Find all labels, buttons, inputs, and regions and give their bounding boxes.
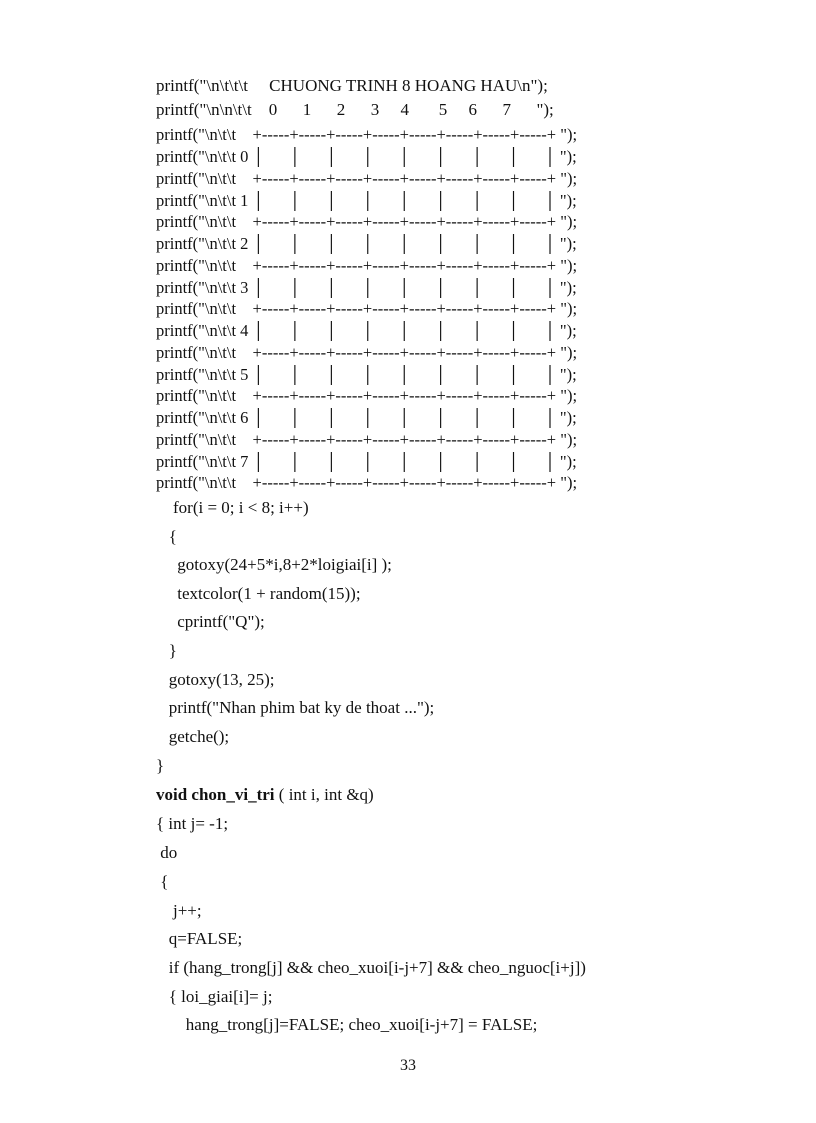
- code-line: printf("\n\n\t\t 0 1 2 3 4 5 6 7 ");: [156, 100, 554, 119]
- board-line: printf("\n\t\t +-----+-----+-----+-----+-----+-----+-----+-----+ ");: [156, 386, 578, 405]
- function-params: ( int i, int &q): [274, 785, 374, 804]
- code-line: textcolor(1 + random(15));: [156, 584, 361, 603]
- board-line: printf("\n\t\t +-----+-----+-----+-----+-----+-----+-----+-----+ ");: [156, 473, 578, 492]
- code-line: getche();: [156, 727, 230, 746]
- code-line: printf("\n\t\t\t CHUONG TRINH 8 HOANG HAU\n");: [156, 76, 548, 95]
- code-line: }: [156, 756, 165, 775]
- board-line: printf("\n\t\t 5 │ │ │ │ │ │ │ │ │ ");: [156, 365, 577, 384]
- code-line: {: [156, 527, 177, 546]
- code-line: if (hang_trong[j] && cheo_xuoi[i-j+7] && cheo_nguoc[i+j]): [156, 958, 586, 977]
- function-signature: [156, 785, 374, 805]
- code-line: for(i = 0; i < 8; i++): [156, 498, 309, 517]
- board-line: printf("\n\t\t 7 │ │ │ │ │ │ │ │ │ ");: [156, 452, 577, 471]
- board-line: printf("\n\t\t +-----+-----+-----+-----+-----+-----+-----+-----+ ");: [156, 125, 578, 144]
- board-line: printf("\n\t\t +-----+-----+-----+-----+-----+-----+-----+-----+ ");: [156, 212, 578, 231]
- code-line: printf("Nhan phim bat ky de thoat ...");: [156, 698, 435, 717]
- code-line: }: [156, 641, 177, 660]
- code-line: gotoxy(13, 25);: [156, 670, 275, 689]
- board-line: printf("\n\t\t 3 │ │ │ │ │ │ │ │ │ ");: [156, 278, 577, 297]
- code-line: {: [156, 872, 169, 891]
- board-line: printf("\n\t\t +-----+-----+-----+-----+-----+-----+-----+-----+ ");: [156, 299, 578, 318]
- code-line: j++;: [156, 901, 202, 920]
- code-line: do: [156, 843, 178, 862]
- page-number: 33: [400, 1057, 416, 1074]
- board-line: printf("\n\t\t +-----+-----+-----+-----+-----+-----+-----+-----+ ");: [156, 430, 578, 449]
- code-line: q=FALSE;: [156, 929, 243, 948]
- board-line: printf("\n\t\t 4 │ │ │ │ │ │ │ │ │ ");: [156, 321, 577, 340]
- board-line: printf("\n\t\t 6 │ │ │ │ │ │ │ │ │ ");: [156, 408, 577, 427]
- code-line: { int j= -1;: [156, 814, 229, 833]
- function-name: void chon_vi_tri: [156, 785, 275, 804]
- code-line: { loi_giai[i]= j;: [156, 987, 273, 1006]
- board-line: printf("\n\t\t 0 │ │ │ │ │ │ │ │ │ ");: [156, 147, 577, 166]
- board-line: printf("\n\t\t 2 │ │ │ │ │ │ │ │ │ ");: [156, 234, 577, 253]
- code-line: cprintf("Q");: [156, 612, 265, 631]
- code-line: gotoxy(24+5*i,8+2*loigiai[i] );: [156, 555, 392, 574]
- board-line: printf("\n\t\t 1 │ │ │ │ │ │ │ │ │ ");: [156, 191, 577, 210]
- board-line: printf("\n\t\t +-----+-----+-----+-----+-----+-----+-----+-----+ ");: [156, 169, 578, 188]
- code-line: hang_trong[j]=FALSE; cheo_xuoi[i-j+7] = FALSE;: [156, 1015, 538, 1034]
- board-line: printf("\n\t\t +-----+-----+-----+-----+-----+-----+-----+-----+ ");: [156, 343, 578, 362]
- board-line: printf("\n\t\t +-----+-----+-----+-----+-----+-----+-----+-----+ ");: [156, 256, 578, 275]
